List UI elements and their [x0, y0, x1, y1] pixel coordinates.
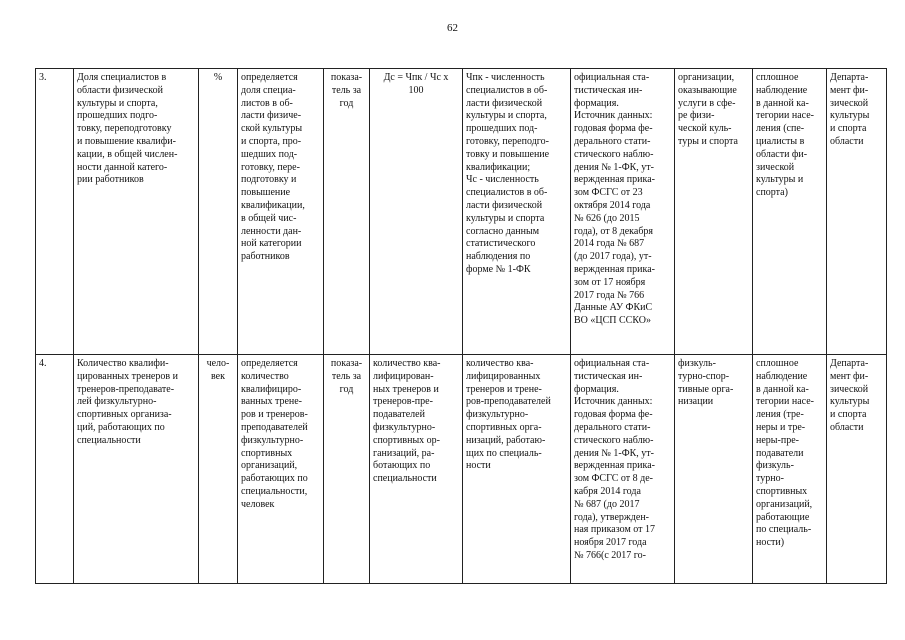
collection-method-cell: сплошное наблюдение в данной ка- тегории насе- ления (спе- циалисты в области фи- зической культуры и спорта): [753, 69, 827, 355]
data-source-cell: официальная ста- тистическая ин- формация. Источник данных: годовая форма фе- дерального стати- стического наблю- дения № 1-ФК, ут- вержденная прика- зом ФСГС от 8 де- кабря 2014 года № 687 (до 2017 года), утвержден- ная приказом от 17 ноября 2017 года № 766(с 2017 го-: [571, 355, 675, 584]
responsible-cell: Департа- мент фи- зической культуры и спорта области: [827, 355, 887, 584]
table-row: [36, 355, 887, 584]
definition-cell: определяется количество квалифициро- ванных трене- ров и тренеров- преподавателей физкультурно- спортивных организаций, работающих по специальности, человек: [238, 355, 324, 584]
periodicity-cell: показа- тель за год: [324, 69, 370, 355]
row-number-cell: 4.: [36, 355, 74, 584]
formula-cell: количество ква- лифицирован- ных тренеров и тренеров-пре- подавателей физкультурно- спортивных ор- ганизаций, ра- ботающих по специальности: [370, 355, 463, 584]
indicators-table: [35, 68, 887, 584]
unit-cell: чело- век: [199, 355, 238, 584]
table-row: [36, 69, 887, 355]
observation-unit-cell: организации, оказывающие услуги в сфе- ре физи- ческой куль- туры и спорта: [675, 69, 753, 355]
definition-cell: определяется доля специа- листов в об- ласти физиче- ской культуры и спорта, про- шедших под- готовку, пере- подготовку и повышение квалификации, в общей чис- ленности дан- ной категории работников: [238, 69, 324, 355]
responsible-cell: Департа- мент фи- зической культуры и спорта области: [827, 69, 887, 355]
variables-cell: Чпк - численность специалистов в об- ласти физической культуры и спорта, прошедших под- готовку, переподго- товку и повышение квалификации; Чс - численность специалистов в об- ласти физической культуры и спорта согласно данным статистического наблюдения по форме № 1-ФК: [463, 69, 571, 355]
unit-cell: %: [199, 69, 238, 355]
periodicity-cell: показа- тель за год: [324, 355, 370, 584]
formula-cell: Дс = Чпк / Чс х 100: [370, 69, 463, 355]
collection-method-cell: сплошное наблюдение в данной ка- тегории насе- ления (тре- неры и тре- неры-пре- подаватели физкуль- турно- спортивных организаций, работающие по специаль- ности): [753, 355, 827, 584]
data-source-cell: официальная ста- тистическая ин- формация. Источник данных: годовая форма фе- дерального стати- стического наблю- дения № 1-ФК, ут- вержденная прика- зом ФСГС от 23 октября 2014 года № 626 (до 2015 года), от 8 декабря 2014 года № 687 (до 2017 года), ут- вержденная прика- зом от 17 ноября 2017 года № 766 Данные АУ ФКиС ВО «ЦСП ССКО»: [571, 69, 675, 355]
observation-unit-cell: физкуль- турно-спор- тивные орга- низации: [675, 355, 753, 584]
indicator-name-cell: Количество квалифи- цированных тренеров и тренеров-преподавате- лей физкультурно- спортивных организа- ций, работающих по специальности: [74, 355, 199, 584]
row-number-cell: 3.: [36, 69, 74, 355]
indicator-name-cell: Доля специалистов в области физической культуры и спорта, прошедших подго- товку, переподготовку и повышение квалифи- кации, в общей числен- ности данной катего- рии работников: [74, 69, 199, 355]
variables-cell: количество ква- лифицированных тренеров и трене- ров-преподавателей физкультурно- спортивных орга- низаций, работаю- щих по специаль- ности: [463, 355, 571, 584]
page-number: 62: [447, 22, 458, 34]
